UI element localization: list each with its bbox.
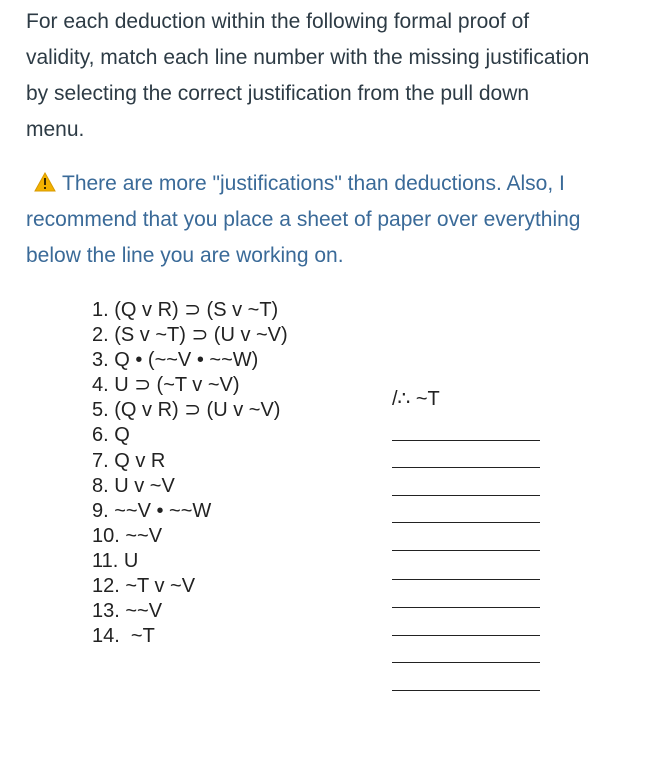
warning-text-1: There are more "justifications" than deductions. Also, I [62,172,565,195]
justification-blank-5[interactable] [392,440,540,441]
proof-line-10: 10. ~~V [92,524,163,547]
proof-line-8: 8. U v ~V [92,474,175,497]
proof-line-13: 13. ~~V [92,600,163,623]
justification-blank-10[interactable] [392,579,540,580]
instructions-line-1: For each deduction within the following formal proof of [26,10,530,33]
instructions-text [26,4,656,148]
proof-line-4: 4. U ⊃ (~T v ~V) [92,374,240,397]
justification-blank-7[interactable] [392,495,540,496]
proof-line-14: 14. ~T [92,625,155,648]
justification-blank-6[interactable] [392,467,540,468]
justification-blank-9[interactable] [392,550,540,551]
instructions-line-2: validity, match each line number with the missing justification [26,46,590,69]
formal-proof [92,298,288,649]
proof-conclusion: /∴ ~T [392,388,440,410]
justification-blank-11[interactable] [392,607,540,608]
warning-triangle-icon [34,168,56,188]
proof-line-6: 6. Q [92,424,130,447]
justification-blank-12[interactable] [392,635,540,636]
proof-line-9: 9. ~~V • ~~W [92,499,212,522]
instructions-line-3: by selecting the correct justification from the pull down [26,82,530,105]
proof-line-12: 12. ~T v ~V [92,575,196,598]
warning-line-1 [26,166,656,202]
warning-line-3: below the line you are working on. [26,244,344,267]
proof-line-5: 5. (Q v R) ⊃ (U v ~V) [92,399,281,422]
justification-blank-8[interactable] [392,522,540,523]
proof-line-1: 1. (Q v R) ⊃ (S v ~T) [92,299,279,321]
proof-line-2: 2. (S v ~T) ⊃ (U v ~V) [92,324,288,347]
justification-blank-14[interactable] [392,690,540,691]
proof-line-11: 11. U [92,549,139,572]
warning-line-2: recommend that you place a sheet of paper over everything [26,208,581,231]
proof-line-7: 7. Q v R [92,449,166,472]
justification-blank-13[interactable] [392,662,540,663]
warning-note [26,166,656,274]
proof-line-3: 3. Q • (~~V • ~~W) [92,349,259,372]
instructions-line-4: menu. [26,118,85,141]
